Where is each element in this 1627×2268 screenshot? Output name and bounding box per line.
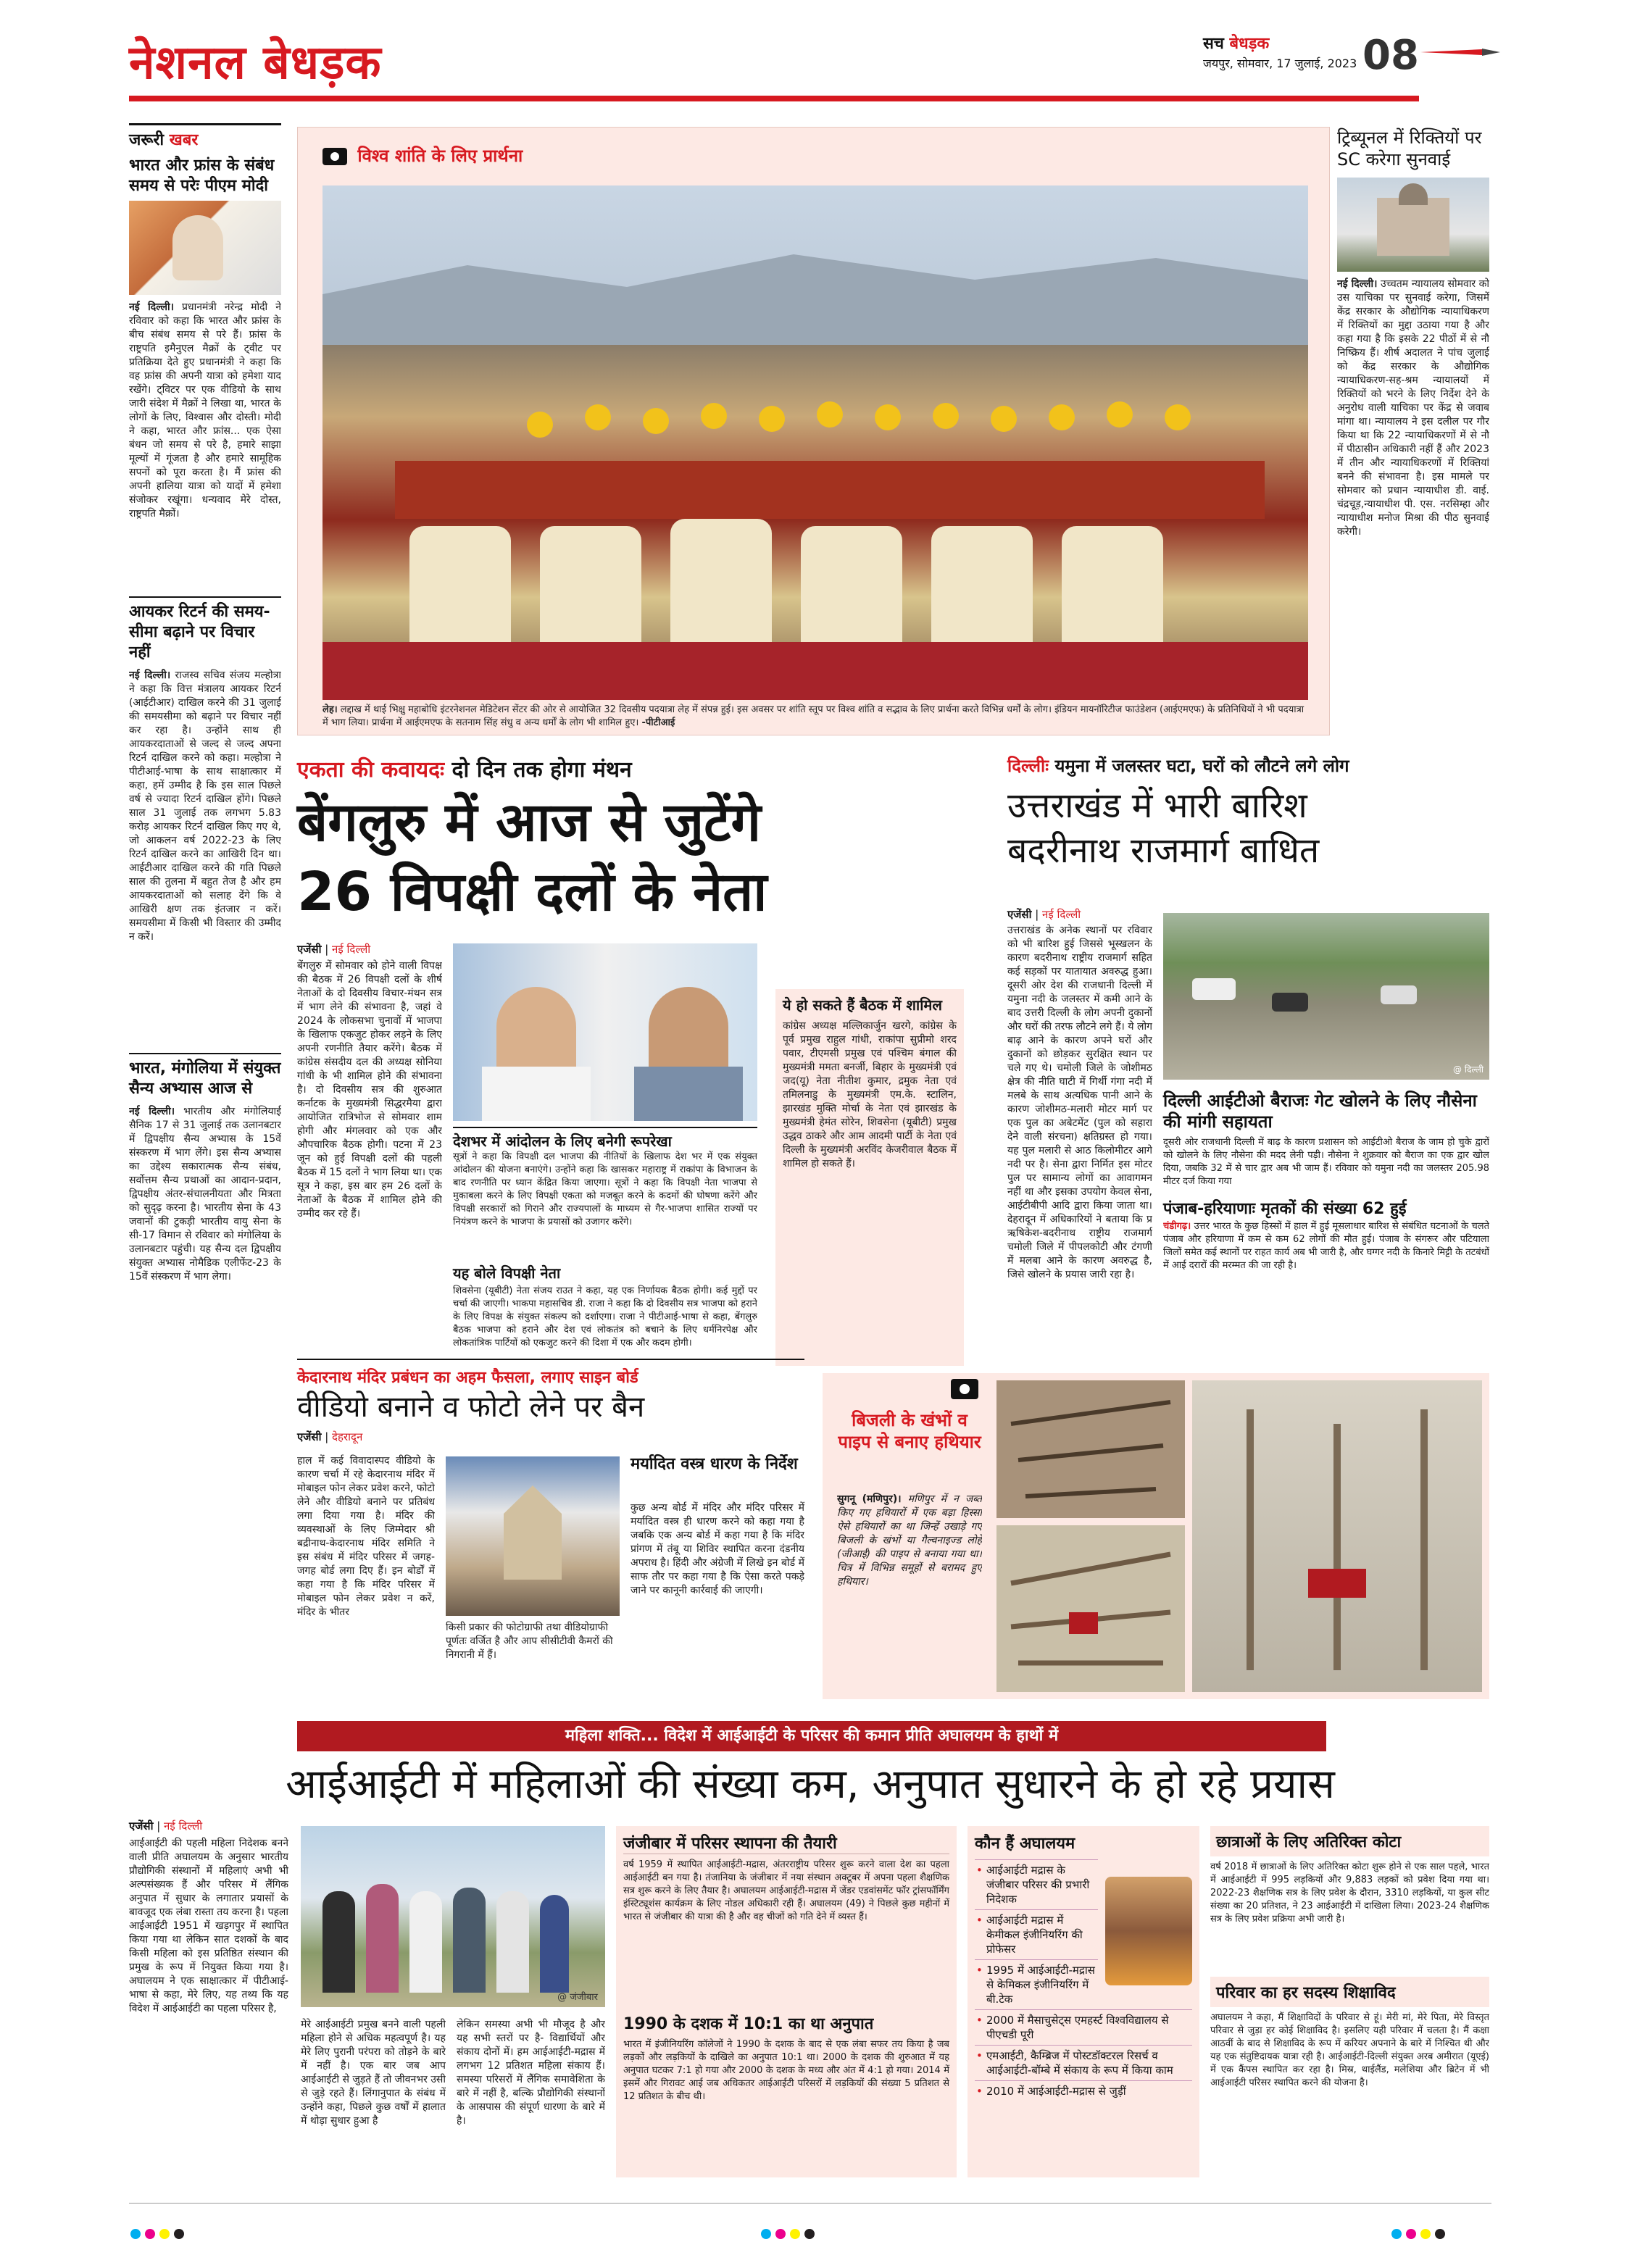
- flood-photo: [1163, 913, 1489, 1080]
- profile-box: [968, 1826, 1199, 2177]
- flood-story: [1007, 754, 1489, 1348]
- lead-sub1-body: सूत्रों ने कहा कि विपक्षी दल भाजपा की नीतियों के खिलाफ देश भर में एक संयुक्त आंदोलन की योजना बनाएंगे। उन्होंने कहा कि खासकर महाराष्ट्र में राकांपा के विभाजन के बाद रणनीति पर ध्यान केंद्रित किया जाएगा। सूत्रों ने कहा कि विपक्षी नेता भाजपा से मुकाबला करने के लिए विपक्षी एकता को मजबूत करने के कदमों की घोषणा करेंगे और विपक्षी सरकारों को गिराने और राज्यपालों के माध्यम से गैर-भाजपा शासित राज्यों पर नियंत्रण करने के भाजपा के प्रयासों को उजागर करेंगे।: [453, 1151, 757, 1227]
- profile-item: • 2010 में आईआईटी-मद्रास से जुड़ीं: [975, 2080, 1192, 2101]
- page-number: 08: [1362, 32, 1419, 79]
- story1-headline: भारत और फ्रांस के संबंध समय से परेः पीएम मोदी: [129, 157, 275, 195]
- top-photo-box: [297, 127, 1330, 735]
- quota-box: [1210, 1826, 1489, 2177]
- profile-headline: कौन हैं अघालयम: [975, 1835, 1075, 1853]
- lead-headline: बेंगलुरु में आज से जुटेंगे 26 विपक्षी दलों के नेता: [297, 791, 767, 923]
- pen-icon: [1420, 46, 1500, 54]
- sc-headline: ट्रिब्यूनल में रिक्तियों पर SC करेगा सुनवाई: [1337, 128, 1482, 170]
- iit-group-photo: [301, 1826, 605, 2007]
- supreme-court-photo: [1337, 178, 1489, 272]
- lead-story: [297, 754, 989, 1348]
- weapons-photo-2: [996, 1525, 1185, 1692]
- profile-item: • आईआईटी मद्रास में केमीकल इंजीनियरिंग की प्रोफेसर: [975, 1909, 1098, 1959]
- section-label: जरूरी खबर: [129, 123, 281, 150]
- lead-sidebox: [775, 989, 964, 1366]
- registration-marks-right: [1391, 2228, 1449, 2242]
- story3-headline: भारत, मंगोलिया में संयुक्त सैन्य अभ्यास आज से: [129, 1059, 281, 1098]
- kedarnath-photo: [446, 1456, 620, 1616]
- story2-headline: आयकर रिटर्न की समय-सीमा बढ़ाने पर विचार नहीं: [129, 603, 270, 662]
- manipur-headline: बिजली के खंभों व पाइप से बनाए हथियार: [838, 1410, 981, 1452]
- prayer-photo: [323, 185, 1308, 700]
- footer-rule: [129, 2203, 1491, 2204]
- kedarnath-kicker: केदारनाथ मंदिर प्रबंधन का अहम फैसला, लगाए साइन बोर्ड: [297, 1369, 638, 1387]
- sidebox-headline: ये हो सकते हैं बैठक में शामिल: [783, 996, 942, 1014]
- ratio-headline: 1990 के दशक में 10:1 का था अनुपात: [623, 2015, 874, 2033]
- story2-body: नई दिल्ली। राजस्व सचिव संजय मल्होत्रा ने कहा कि वित्त मंत्रालय आयकर रिटर्न (आईटीआर) दाखिल करने की 31 जुलाई की समयसीमा को बढ़ाने पर विचार नहीं कर रहा है। उन्होंने साथ ही आयकरदाताओं से जल्द से जल्द अपना रिटर्न दाखिल करने को कहा। मल्होत्रा ने पीटीआई-भाषा के साथ साक्षात्कार में कहा, हमें उम्मीद है कि इस साल पिछले वर्ष से ज्यादा रिटर्न दाखिल होंगे। पिछले साल 31 जुलाई तक लगभग 5.83 करोड़ आयकर रिटर्न दाखिल किए गए थे, जो आकलन वर्ष 2022-23 के लिए रिटर्न दाखिल करने का आखिरी दिन था। आईटीआर दाखिल करने की गति पिछले साल की तुलना में बहुत तेज है और हम आयकरदाताओं को सलाह देंगे कि वे आखिरी क्षण तक इंतजार न करें। समयसीमा में किसी भी विस्तार की उम्मीद न करें।: [129, 670, 281, 943]
- zanzibar-headline: जंजीबार में परिसर स्थापना की तैयारी: [623, 1832, 949, 1854]
- left-column: [129, 123, 281, 2007]
- kedarnath-photo-caption: किसी प्रकार की फोटोग्राफी तथा वीडियोग्राफी पूर्णतः वर्जित है और आप सीसीटीवी कैमरों की निगरानी में हैं।: [446, 1622, 613, 1661]
- kedarnath-sub-headline: मर्यादित वस्त्र धारण के निर्देश: [631, 1455, 798, 1473]
- story3-body: नई दिल्ली। भारतीय और मंगोलियाई सैनिक 17 से 31 जुलाई तक उलानबटार में द्विपक्षीय सैन्य अभ्यास के 15वें संस्करण में भाग लेंगे। इस सैन्य अभ्यास का उद्देश्य सकारात्मक सैन्य संबंध, सर्वोत्तम सैन्य प्रथाओं का आदान-प्रदान, द्विपक्षीय अंतर-संचालनीयता और मित्रता को सुदृढ़ करना है। भारतीय सेना के 43 जवानों की टुकड़ी भारतीय वायु सेना के सी-17 विमान से रविवार को मंगोलिया के उलानबटार पहुंची। यह सैन्य दल द्विपक्षीय संयुक्त अभ्यास नोमैडिक एलीफेंट-23 के 15वें संस्करण में भाग लेगा।: [129, 1106, 281, 1283]
- flood-kicker: दिल्लीः यमुना में जलस्तर घटा, घरों को लौटने लगे लोग: [1007, 756, 1349, 776]
- dateline: जयपुर, सोमवार, 17 जुलाई, 2023: [1203, 57, 1357, 70]
- right-column: [1337, 127, 1489, 764]
- lead-kicker: एकता की कवायदः दो दिन तक होगा मंथन: [297, 757, 632, 783]
- story1-body: नई दिल्ली। प्रधानमंत्री नरेन्द्र मोदी ने रविवार को कहा कि भारत और फ्रांस के बीच संबंध समय से परे हैं। फ्रांस के राष्ट्रपति इमैनुएल मैक्रों के ट्वीट पर प्रतिक्रिया देते हुए प्रधानमंत्री ने कहा कि वह फ्रांस की अपनी यात्रा को हमेशा याद रखेंगे। ट्विटर पर एक वीडियो के साथ जारी संदेश में मैक्रों ने लिखा था, भारत के लोगों के लिए, विश्वास और दोस्ती। मोदी ने कहा, भारत और फ्रांस... एक ऐसा बंधन जो समय से परे है, हमारे साझा मूल्यों में गूंजता है और हमारे सामूहिक सपनों को पूरा करता है। मैं फ्रांस की अपनी हालिया यात्रा को यादों में हमेशा संजोकर रखूंगा। धन्यवाद मेरे दोस्त, राष्ट्रपति मैक्रों।: [129, 301, 281, 520]
- ratio-body: भारत में इंजीनियरिंग कॉलेजों ने 1990 के दशक के बाद से एक लंबा सफर तय किया है जब लड़कों और लड़कियों के दाखिले का अनुपात 10:1 था। 2000 के दशक की शुरुआत में यह अनुपात घटकर 7:1 हो गया और 2000 के दशक के मध्य और अंत में 4:1 हो गया। 2014 में इसमें और गिरावट आई जब अधिकतर आईआईटी परिसरों में लड़कियों की संख्या 5 प्रतिशत से 12 प्रतिशत के बीच थी।: [623, 2039, 949, 2102]
- masthead-rule: [129, 96, 1419, 101]
- masthead-title: नेशनल बेधड़क: [129, 36, 382, 90]
- top-photo-label: विश्व शांति के लिए प्रार्थना: [323, 143, 523, 167]
- iit-byline: एजेंसी | नई दिल्ली: [129, 1819, 203, 1833]
- iit-photo-credit: @ जंजीबार: [557, 1992, 598, 2003]
- top-photo-caption: लेह। लद्दाख में थाई भिक्षु महाबोधि इंटरनेशनल मेडिटेशन सेंटर की ओर से आयोजित 32 दिवसीय पदयात्रा लेह में संपन्न हुई। इस अवसर पर शांति स्तूप पर विश्व शांति व सद्भाव के लिए प्रार्थना करते विभिन्न धर्मों के लोग। इंडियन मायनॉरिटीज फाउंडेशन (आईएमएफ) के प्रतिनिधियों ने भी पदयात्रा में भाग लिया। प्रार्थना में आईएमएफ के सतनाम सिंह संधु व अन्य धर्मों के लोग भी शामिल हुए। -पीटीआई: [323, 704, 1304, 728]
- flood-photo-credit: @ दिल्ली: [1453, 1064, 1484, 1075]
- iit-col1: आईआईटी की पहली महिला निदेशक बनने वाली प्रीति अघालयम के अनुसार भारतीय प्रौद्योगिकी संस्थानों में महिलाएं अभी भी अल्पसंख्यक हैं और परिसर में लैंगिक अनुपात में सुधार के लगातार प्रयासों के बावजूद एक लंबा रास्ता तय करना है। पहला आईआईटी 1951 में खड़गपुर में स्थापित किया गया था लेकिन सात दशकों के बाद किसी महिला को इस प्रतिष्ठित संस्थान की प्रमुख के रूप में नियुक्त किया गया है। अघालयम ने एक साक्षात्कार में पीटीआई-भाषा से कहा, मेरे लिए, यह तथ्य कि यह विदेश में आईआईटी का पहला परिसर है,: [129, 1838, 288, 2014]
- lead-byline: एजेंसी | नई दिल्ली: [297, 943, 371, 956]
- flood-body: उत्तराखंड के अनेक स्थानों पर रविवार को भी बारिश हुई जिससे भूस्खलन के कारण बदरीनाथ राष्ट्रीय राजमार्ग सहित कई सड़कों पर यातायात अवरुद्ध हुआ। दूसरी ओर देश की राजधानी दिल्ली में यमुना नदी के जलस्तर में कमी आने के बाद उत्तरी दिल्ली के लोग अपनी दुकानों और घरों की तरफ लौटने लगे हैं। ये लोग बाढ़ आने के कारण अपने घरों और दुकानों को छोड़कर सुरक्षित स्थान पर चले गए थे। चमोली जिले के जोशीमठ क्षेत्र की नीति घाटी में गिर्थी गंगा नदी में मलबे के साथ अत्यधिक पानी आने के कारण जोशीमठ-मलारी मोटर मार्ग पर एक पुल का अबेटमेंट (पुल को सहारा देने वाली संरचना) क्षतिग्रस्त हो गया। यह पुल मलारी से आठ किलोमीटर आगे नदी पर है। सेना द्वारा निर्मित इस मोटर पुल पर सामान्य लोगों का आवागमन नहीं था और इसका उपयोग केवल सेना, आईटीबीपी आदि द्वारा किया जाता था। देहरादून में अधिकारियों ने बताया कि प्र ऋषिकेश-बदरीनाथ राष्ट्रीय राजमार्ग चमोली जिले में पीपलकोटी और टंगणी में मलबा आने के कारण अवरुद्ध है, जिसे खोलने के प्रयास जारी रहा है।: [1007, 925, 1152, 1280]
- iit-col2b: लेकिन समस्या अभी भी मौजूद है और यह सभी स्तरों पर है- विद्यार्थियों और संकाय दोनों में। हम आईआईटी-मद्रास में लगभग 12 प्रतिशत महिला संकाय हैं। समस्या परिसरों में लैंगिक समावेशिता के बारे में नहीं है, बल्कि प्रौद्योगिकी संस्थानों के आसपास की संपूर्ण धारणा के बारे में है।: [457, 2019, 605, 2127]
- punjab-body: चंडीगढ़। उत्तर भारत के कुछ हिस्सों में हाल में हुई मूसलाधार बारिश से संबंधित घटनाओं के चलते पंजाब और हरियाणा में कम से कम 62 लोगों की मौत हुई। पंजाब के संगरूर और पटियाला जिलों समेत कई स्थानों पर राहत कार्य अब भी जारी है, और घग्गर नदी के किनारे मिट्टी के तटबंधों में आई दरारों की मरम्मत की जा रही है।: [1163, 1221, 1489, 1271]
- flood-byline: एजेंसी | नई दिल्ली: [1007, 908, 1081, 921]
- weapons-photo-1: [996, 1380, 1185, 1518]
- modi-photo: [129, 201, 281, 295]
- camera-icon: [323, 148, 347, 165]
- camera-icon: [951, 1379, 978, 1399]
- sc-body: नई दिल्ली। उच्चतम न्यायालय सोमवार को उस याचिका पर सुनवाई करेगा, जिसमें केंद्र सरकार के औद्योगिक न्यायाधिकरण में रिक्तियों का मुद्दा उठाया गया है और कहा गया है कि इसके 22 पीठों में से नौ निष्क्रिय हैं। शीर्ष अदालत ने पांच जुलाई को केंद्र सरकार के औद्योगिक न्यायाधिकरण-सह-श्रम न्यायालयों में रिक्तियों को भरने के लिए निर्देश देने के अनुरोध वाली याचिका पर केंद्र से जवाब मांगा था। न्यायालय ने इस दलील पर गौर किया था कि 22 न्यायाधिकरणों में से नौ में पीठासीन अधिकारी नहीं हैं और 2023 में तीन और न्यायाधिकरणों में रिक्तियां बनने की संभावना है। इस मामले पर सोमवार को प्रधान न्यायाधीश डी. वाई. चंद्रचूड़,न्यायाधीश पी. एस. नरसिम्हा और न्यायाधीश मनोज मिश्रा की पीठ सुनवाई करेगी।: [1337, 278, 1489, 538]
- profile-item: • 1995 में आईआईटी-मद्रास से केमिकल इंजीनियरिंग में बी.टेक: [975, 1959, 1098, 2009]
- family-body: अघालयम ने कहा, मैं शिक्षाविदों के परिवार से हूं। मेरी मां, मेरे पिता, मेरे विस्तृत परिवार से जुड़ा हर कोई शिक्षाविद है। इसलिए यही परिवार में चलता है। मैं कक्षा आठवीं के बाद से शिक्षाविद के रूप में करियर अपनाने के बारे में निश्चित थी और यह एक संतुष्टिदायक यात्रा रही है। आईआईटी-दिल्ली संयुक्त अरब अमीरात (यूएई) में एक कैंपस स्थापित कर रहा है। मिस्र, थाईलैंड, मलेशिया और ब्रिटेन में भी आईआईटी परिसर स्थापित करने की योजना है।: [1210, 2012, 1489, 2088]
- punjab-headline: पंजाब-हरियाणाः मृतकों की संख्या 62 हुई: [1163, 1200, 1407, 1218]
- profile-photo: [1105, 1877, 1192, 1985]
- leaders-photo: [453, 943, 757, 1121]
- quota-headline: छात्राओं के लिए अतिरिक्त कोटा: [1210, 1826, 1489, 1856]
- zanzibar-body: वर्ष 1959 में स्थापित आईआईटी-मद्रास, अंतरराष्ट्रीय परिसर शुरू करने वाला देश का पहला आईआईटी बन गया है। तंजानिया के जंजीबार में नया संस्थान अक्टूबर में अपना पहला शैक्षणिक सत्र शुरू करने के लिए तैयार है। अघालयम आईआईटी-मद्रास में जेंडर एडवांसमेंट फॉर ट्रांसफॉर्मिंग इंस्टिट्यूशंस कार्यक्रम के लिए नोडल अधिकारी रही हैं। अघालयम (49) ने पिछले कुछ महीनों में भारत से जंजीबार की यात्रा की है और वह चीजों को गति देने में व्यस्त हैं।: [623, 1859, 949, 1922]
- zanzibar-box: [616, 1826, 957, 2177]
- kedarnath-headline: वीडियो बनाने व फोटो लेने पर बैन: [297, 1391, 645, 1424]
- lead-sub2-body: शिवसेना (यूबीटी) नेता संजय राउत ने कहा, यह एक निर्णायक बैठक होगी। कई मुद्दों पर चर्चा की जाएगी। भाकपा महासचिव डी. राजा ने कहा कि दो दिवसीय सत्र भाजपा को हराने के लिए विपक्ष के संयुक्त संकल्प को दर्शाएगा। राजा ने पीटीआई-भाषा से कहा, बेंगलुरु बैठक भाजपा को हराने और देश एवं लोकतंत्र को बचाने के लिए धर्मनिरपेक्ष और लोकतांत्रिक पार्टियों को एकजुट करने की दिशा में एक और कदम होगी।: [453, 1285, 757, 1348]
- family-headline: परिवार का हर सदस्य शिक्षाविद: [1210, 1977, 1489, 2007]
- kedarnath-sub-body: कुछ अन्य बोर्ड में मंदिर और मंदिर परिसर में मर्यादित वस्त्र ही धारण करने को कहा गया है जबकि एक अन्य बोर्ड में कहा गया है कि मंदिर प्रांगण में तंबू या शिविर स्थापित करना दंडनीय अपराध है। हिंदी और अंग्रेजी में लिखे इन बोर्ड में साफ तौर पर कहा गया है कि ऐसा करते पकड़े जाने पर कानूनी कार्रवाई की जाएगी।: [631, 1502, 804, 1596]
- itobarrage-body: दूसरी ओर राजधानी दिल्ली में बाढ़ के कारण प्रशासन को आईटीओ बैराज के जाम हो चुके द्वारों को खोलने के लिए नौसेना की मदद लेनी पड़ी। नौसेना ने शुक्रवार को बैराज का एक द्वार खोल दिया, जबकि 32 में से चार द्वार अब भी जाम हैं। रविवार को यमुना नदी का जलस्तर 205.98 मीटर दर्ज किया गया: [1163, 1137, 1489, 1187]
- brand-tagline: सच बेधड़क: [1203, 35, 1270, 53]
- lead-sub2-headline: यह बोले विपक्षी नेता: [453, 1264, 561, 1282]
- weapons-photo-3: [1192, 1380, 1482, 1692]
- flood-headline: उत्तराखंड में भारी बारिश बदरीनाथ राजमार्ग बाधित: [1007, 785, 1320, 871]
- manipur-box: [823, 1373, 1489, 1699]
- profile-list-wide: [975, 2009, 1192, 2101]
- itobarrage-headline: दिल्ली आईटीओ बैराजः गेट खोलने के लिए नौसेना की मांगी सहायता: [1163, 1091, 1477, 1132]
- profile-item: • एमआईटी, कैम्ब्रिज में पोस्टडॉक्टरल रिसर्च व आईआईटी-बॉम्बे में संकाय के रूप में किया काम: [975, 2045, 1192, 2080]
- registration-marks-center: [761, 2228, 819, 2242]
- kedarnath-body: हाल में कई विवादास्पद वीडियो के कारण चर्चा में रहे केदारनाथ मंदिर में मोबाइल फोन लेकर प्रवेश करने, फोटो लेने और वीडियो बनाने पर प्रतिबंध लगा दिया गया है। मंदिर की व्यवस्थाओं के लिए जिम्मेदार श्री बद्रीनाथ-केदारनाथ मंदिर समिति ने इस संबंध में मंदिर परिसर में जगह-जगह बोर्ड लगा दिए हैं। इन बोर्डों में कहा गया है कि मंदिर परिसर में मोबाइल फोन लेकर प्रवेश न करें, मंदिर के भीतर: [297, 1455, 435, 1618]
- kedarnath-byline: एजेंसी | देहरादून: [297, 1430, 363, 1443]
- lead-sub1-headline: देशभर में आंदोलन के लिए बनेगी रूपरेखा: [453, 1127, 757, 1151]
- manipur-body: सुगनू (मणिपुर)। मणिपुर में न जब्त किए गए हथियारों में एक बड़ा हिस्सा ऐसे हथियारों का था जिन्हें उखाड़े गए बिजली के खंभों या गैल्वनाइज्ड लोहे (जीआई) की पाइप से बनाया गया था। चित्र में विभिन्न समूहों से बरामद हुए हथियार।: [837, 1493, 982, 1588]
- iit-headline: आईआईटी में महिलाओं की संख्या कम, अनुपात सुधारने के हो रहे प्रयास: [286, 1761, 1335, 1808]
- iit-col2a: मेरे आईआईटी प्रमुख बनने वाली पहली महिला होने से अधिक महत्वपूर्ण है। यह मेरे लिए पुरानी परंपरा को तोड़ने के बारे में नहीं है। एक बार जब आप आईआईटी से जुड़ते हैं तो जीवनभर उसी से जुड़े रहते हैं। लिंगानुपात के संबंध में उन्होंने कहा, पिछले कुछ वर्षों में हालात में थोड़ा सुधार हुआ है: [301, 2019, 446, 2127]
- registration-marks-left: [130, 2228, 188, 2242]
- lead-body: बेंगलुरु में सोमवार को होने वाली विपक्ष की बैठक में 26 विपक्षी दलों के शीर्ष नेताओं के दो दिवसीय विचार-मंथन सत्र में भाग लेने की संभावना है, जहां वे 2024 के लोकसभा चुनावों में भाजपा के खिलाफ एकजुट होकर लड़ने के लिए अपनी रणनीति तैयार करेंगे। बैठक में कांग्रेस संसदीय दल की अध्यक्ष सोनिया गांधी के भी शामिल होने की संभावना है। दो दिवसीय सत्र की शुरुआत कर्नाटक के मुख्यमंत्री सिद्धरमैया द्वारा आयोजित रात्रिभोज से सोमवार शाम होगी और मंगलवार को एक और औपचारिक बैठक होगी। पटना में 23 जून को हुई विपक्षी दलों की पहली बैठक में 15 दलों ने भाग लिया था। एक सूत्र ने कहा, इस बार हम 26 दलों के नेताओं के बैठक में शामिल होने की उम्मीद कर रहे हैं।: [297, 960, 442, 1220]
- kedarnath-story: [297, 1359, 804, 1706]
- quota-body: वर्ष 2018 में छात्राओं के लिए अतिरिक्त कोटा शुरू होने से एक साल पहले, भारत में आईआईटी में 995 लड़कियों और 9,883 लड़कों को प्रवेश दिया गया था। 2022-23 शैक्षणिक सत्र के लिए प्रवेश के दौरान, 3310 लड़कियों, या कुल सीट संख्या का 20 प्रतिशत, ने 23 आईआईटी में दाखिला लिया। 2023-24 शैक्षणिक सत्र के लिए प्रवेश प्रक्रिया अभी जारी है।: [1210, 1861, 1489, 1925]
- profile-list: [975, 1859, 1098, 2009]
- profile-item: • आईआईटी मद्रास के जंजीबार परिसर की प्रभारी निदेशक: [975, 1859, 1098, 1909]
- profile-item: • 2000 में मैसाचुसेट्स एमहर्स्ट विश्वविद्यालय से पीएचडी पूरी: [975, 2009, 1192, 2045]
- iit-banner: महिला शक्ति... विदेश में आईआईटी के परिसर की कमान प्रीति अघालयम के हाथों में: [297, 1721, 1326, 1751]
- masthead: [0, 0, 1627, 101]
- sidebox-body: कांग्रेस अध्यक्ष मल्लिकार्जुन खरगे, कांग्रेस के पूर्व प्रमुख राहुल गांधी, राकांपा सुप्रीमो शरद पवार, टीएमसी प्रमुख एवं पश्चिम बंगाल की मुख्यमंत्री ममता बनर्जी, बिहार के मुख्यमंत्री एवं जद(यू) नेता नीतीश कुमार, द्रमुक नेता एवं तमिलनाडु के मुख्यमंत्री एम.के. स्टालिन, झारखंड मुक्ति मोर्चा के नेता एवं झारखंड के मुख्यमंत्री हेमंत सोरेन, शिवसेना (यूबीटी) प्रमुख उद्धव ठाकरे और आम आदमी पार्टी के नेता एवं दिल्ली के मुख्यमंत्री अरविंद केजरीवाल बैठक में शामिल हो सकते हैं।: [783, 1020, 957, 1170]
